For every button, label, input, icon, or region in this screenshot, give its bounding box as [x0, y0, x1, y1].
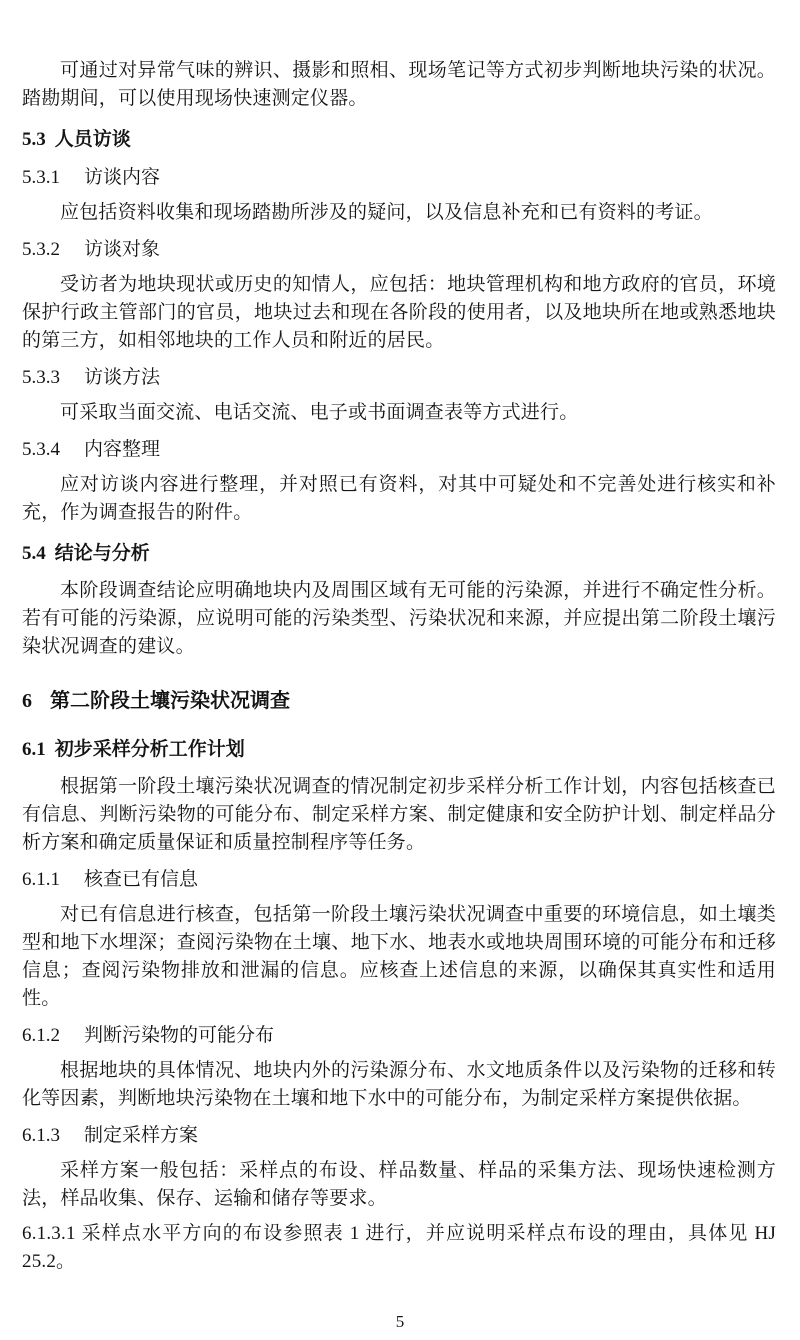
heading-number: 5.3.1: [22, 167, 60, 188]
heading-title: 判断污染物的可能分布: [84, 1025, 275, 1046]
heading-title: 访谈方法: [84, 367, 161, 388]
subsection-heading: [22, 364, 776, 392]
section-heading: [22, 125, 776, 155]
heading-number: 6.1.1: [22, 869, 60, 890]
body-paragraph: 根据第一阶段土壤污染状况调查的情况制定初步采样分析工作计划，内容包括核查已有信息、判断污染物的可能分布、制定采样方案、制定健康和安全防护计划、制定样品分析方案和确定质量保证和质量控制程序等任务。: [22, 776, 776, 853]
heading-title: 结论与分析: [54, 543, 150, 564]
chapter-heading: [22, 685, 776, 717]
section-heading: [22, 735, 776, 765]
heading-number: 6.1.3: [22, 1125, 60, 1146]
section-heading: [22, 539, 776, 569]
body-paragraph: 采样方案一般包括：采样点的布设、样品数量、样品的采集方法、现场快速检测方法，样品收集、保存、运输和储存等要求。: [22, 1160, 776, 1209]
heading-title: 第二阶段土壤污染状况调查: [50, 690, 290, 712]
body-paragraph: 可通过对异常气味的辨识、摄影和照相、现场笔记等方式初步判断地块污染的状况。踏勘期间，可以使用现场快速测定仪器。: [22, 60, 776, 109]
body-paragraph: 本阶段调查结论应明确地块内及周围区域有无可能的污染源，并进行不确定性分析。若有可能的污染源，应说明可能的污染类型、污染状况和来源，并应提出第二阶段土壤污染状况调查的建议。: [22, 580, 776, 657]
body-paragraph: 对已有信息进行核查，包括第一阶段土壤污染状况调查中重要的环境信息，如土壤类型和地下水埋深；查阅污染物在土壤、地下水、地表水或地块周围环境的可能分布和迁移信息；查阅污染物排放和泄漏的信息。应核查上述信息的来源，以确保其真实性和适用性。: [22, 904, 776, 1009]
subsection-heading: [22, 1022, 776, 1050]
heading-title: 初步采样分析工作计划: [54, 739, 245, 760]
heading-number: 5.3: [22, 129, 46, 150]
body-paragraph: 根据地块的具体情况、地块内外的污染源分布、水文地质条件以及污染物的迁移和转化等因素，判断地块污染物在土壤和地下水中的可能分布，为制定采样方案提供依据。: [22, 1060, 776, 1109]
heading-number: 5.3.2: [22, 239, 60, 260]
subsection-heading: [22, 164, 776, 192]
heading-title: 制定采样方案: [84, 1125, 199, 1146]
page-number: 5: [395, 1312, 405, 1331]
heading-number: 6.1: [22, 739, 46, 760]
heading-number: 5.3.3: [22, 367, 60, 388]
heading-title: 人员访谈: [54, 129, 131, 150]
body-paragraph: 应包括资料收集和现场踏勘所涉及的疑问，以及信息补充和已有资料的考证。: [60, 202, 713, 223]
clause-paragraph: 6.1.3.1 采样点水平方向的布设参照表 1 进行，并应说明采样点布设的理由，具体见 HJ 25.2。: [22, 1223, 776, 1272]
subsection-heading: [22, 236, 776, 264]
heading-number: 5.3.4: [22, 439, 60, 460]
subsection-heading: [22, 866, 776, 894]
heading-title: 核查已有信息: [84, 869, 199, 890]
subsection-heading: [22, 436, 776, 464]
heading-number: 6: [22, 690, 32, 712]
heading-title: 内容整理: [84, 439, 161, 460]
subsection-heading: [22, 1122, 776, 1150]
heading-number: 6.1.2: [22, 1025, 60, 1046]
heading-title: 访谈对象: [84, 239, 161, 260]
body-paragraph: 应对访谈内容进行整理，并对照已有资料，对其中可疑处和不完善处进行核实和补充，作为调查报告的附件。: [22, 474, 776, 523]
body-paragraph: 受访者为地块现状或历史的知情人，应包括：地块管理机构和地方政府的官员，环境保护行政主管部门的官员，地块过去和现在各阶段的使用者，以及地块所在地或熟悉地块的第三方，如相邻地块的工作人员和附近的居民。: [22, 274, 776, 351]
heading-title: 访谈内容: [84, 167, 161, 188]
heading-number: 5.4: [22, 543, 46, 564]
body-paragraph: 可采取当面交流、电话交流、电子或书面调查表等方式进行。: [60, 402, 579, 423]
